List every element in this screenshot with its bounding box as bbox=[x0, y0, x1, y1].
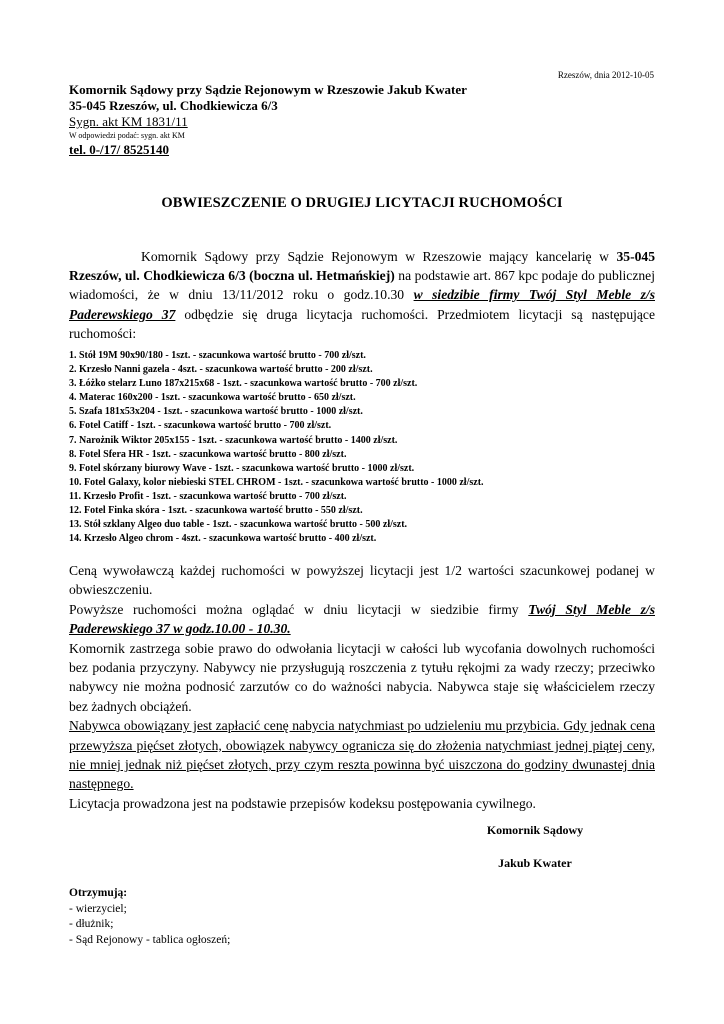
list-item: 9. Fotel skórzany biurowy Wave - 1szt. - szacunkowa wartość brutto - 1000 zł/szt. bbox=[69, 462, 415, 474]
phone-number: tel. 0-/17/ 8525140 bbox=[69, 142, 170, 157]
signature-block bbox=[470, 822, 600, 871]
auction-items-list bbox=[69, 349, 655, 546]
bailiff-name-line: Komornik Sądowy przy Sądzie Rejonowym w Rzeszowie Jakub Kwater bbox=[69, 82, 467, 97]
viewing-place: Twój Styl Meble z/s Paderewskiego 37 w godz.10.00 - 10.30. bbox=[69, 601, 655, 637]
recipients-block bbox=[69, 886, 369, 948]
auction-terms bbox=[69, 561, 655, 813]
legal-basis-paragraph: Licytacja prowadzona jest na podstawie przepisów kodeksu postępowania cywilnego. bbox=[69, 795, 536, 811]
intro-part2: na podstawie art. 867 kpc podaje do publicznej wiadomości, że w dniu 13/11/2012 roku o godz.10.30 bbox=[69, 268, 655, 303]
list-item: 6. Fotel Catiff - 1szt. - szacunkowa wartość brutto - 700 zł/szt. bbox=[69, 420, 332, 432]
list-item: 1. Stół 19M 90x90/180 - 1szt. - szacunkowa wartość brutto - 700 zł/szt. bbox=[69, 350, 366, 361]
viewing-paragraph bbox=[69, 600, 655, 639]
payment-paragraph: Nabywca obowiązany jest zapłacić cenę nabycia natychmiast po udzieleniu mu przybicia. Gdy jednak cena przewyższa pięćset złotych, obowiązek nabywcy ogranicza się do złożenia natychmiast jednej piątej ceny, nie mniej jednak niż pięćset złotych, przy czym reszta powinna być uiszczona do godziny dwunastej dnia następnego. bbox=[69, 718, 655, 792]
bailiff-address-line: 35-045 Rzeszów, ul. Chodkiewicza 6/3 bbox=[69, 98, 278, 113]
auction-venue: w siedzibie firmy Twój Styl Meble z/s Paderewskiego 37 bbox=[69, 287, 655, 322]
recipients-label: Otrzymują: bbox=[69, 887, 128, 899]
viewing-intro: Powyższe ruchomości można oglądać w dniu licytacji w siedzibie firmy bbox=[69, 601, 529, 617]
reply-note: W odpowiedzi podać: sygn. akt KM bbox=[69, 131, 185, 140]
list-item: 14. Krzesło Algeo chrom - 4szt. - szacunkowa wartość brutto - 400 zł/szt. bbox=[69, 533, 377, 545]
signature-name: Jakub Kwater bbox=[498, 856, 572, 870]
list-item: 4. Materac 160x200 - 1szt. - szacunkowa wartość brutto - 650 zł/szt. bbox=[69, 392, 356, 404]
recipient-item: - wierzyciel; bbox=[69, 902, 127, 915]
document-date: Rzeszów, dnia 2012-10-05 bbox=[557, 70, 654, 80]
intro-part1: Komornik Sądowy przy Sądzie Rejonowym w Rzeszowie mający kancelarię w bbox=[141, 249, 617, 264]
reservation-paragraph: Komornik zastrzega sobie prawo do odwołania licytacji w całości lub wycofania dowolnych ruchomości bez podania przyczyny. Nabywcy nie przysługują roszczenia z tytułu rękojmi za wady rzeczy; przeciwko nabywcy nie można podnosić zarzutów co do ważności nabycia. Nabywca staje się właścicielem rzeczy bez żadnych obciążeń. bbox=[69, 640, 655, 714]
list-item: 13. Stół szklany Algeo duo table - 1szt. - szacunkowa wartość brutto - 500 zł/szt. bbox=[69, 519, 408, 531]
list-item: 12. Fotel Finka skóra - 1szt. - szacunkowa wartość brutto - 550 zł/szt. bbox=[69, 505, 363, 517]
list-item: 10. Fotel Galaxy, kolor niebieski STEL CHROM - 1szt. - szacunkowa wartość brutto - 1000 zł/szt. bbox=[69, 476, 484, 488]
list-item: 11. Krzesło Profit - 1szt. - szacunkowa wartość brutto - 700 zł/szt. bbox=[69, 490, 347, 502]
case-reference: Sygn. akt KM 1831/11 bbox=[69, 114, 188, 129]
list-item: 8. Fotel Sfera HR - 1szt. - szacunkowa wartość brutto - 800 zł/szt. bbox=[69, 448, 347, 460]
intro-paragraph bbox=[69, 247, 655, 343]
intro-part3: odbędzie się druga licytacja ruchomości. Przedmiotem licytacji są następujące ruchomości: bbox=[69, 306, 655, 341]
recipients-list bbox=[69, 902, 369, 949]
list-item: 3. Łóżko stelarz Luno 187x215x68 - 1szt. - szacunkowa wartość brutto - 700 zł/szt. bbox=[69, 378, 418, 390]
list-item: 2. Krzesło Nanni gazela - 4szt. - szacunkowa wartość brutto - 200 zł/szt. bbox=[69, 364, 373, 376]
list-item: 7. Narożnik Wiktor 205x155 - 1szt. - szacunkowa wartość brutto - 1400 zł/szt. bbox=[69, 434, 398, 446]
office-address: 35-045 Rzeszów, ul. Chodkiewicza 6/3 (boczna ul. Hetmańskiej) bbox=[69, 249, 655, 284]
price-paragraph: Ceną wywoławczą każdej ruchomości w powyższej licytacji jest 1/2 wartości szacunkowej podanej w obwieszczeniu. bbox=[69, 563, 655, 598]
list-item: 5. Szafa 181x53x204 - 1szt. - szacunkowa wartość brutto - 1000 zł/szt. bbox=[69, 406, 363, 418]
signature-role: Komornik Sądowy bbox=[486, 823, 584, 837]
recipient-item: - dłużnik; bbox=[69, 918, 114, 930]
bailiff-header bbox=[69, 82, 649, 158]
recipient-item: - Sąd Rejonowy - tablica ogłoszeń; bbox=[69, 933, 231, 946]
document-title: OBWIESZCZENIE O DRUGIEJ LICYTACJI RUCHOMOŚCI bbox=[161, 195, 563, 211]
